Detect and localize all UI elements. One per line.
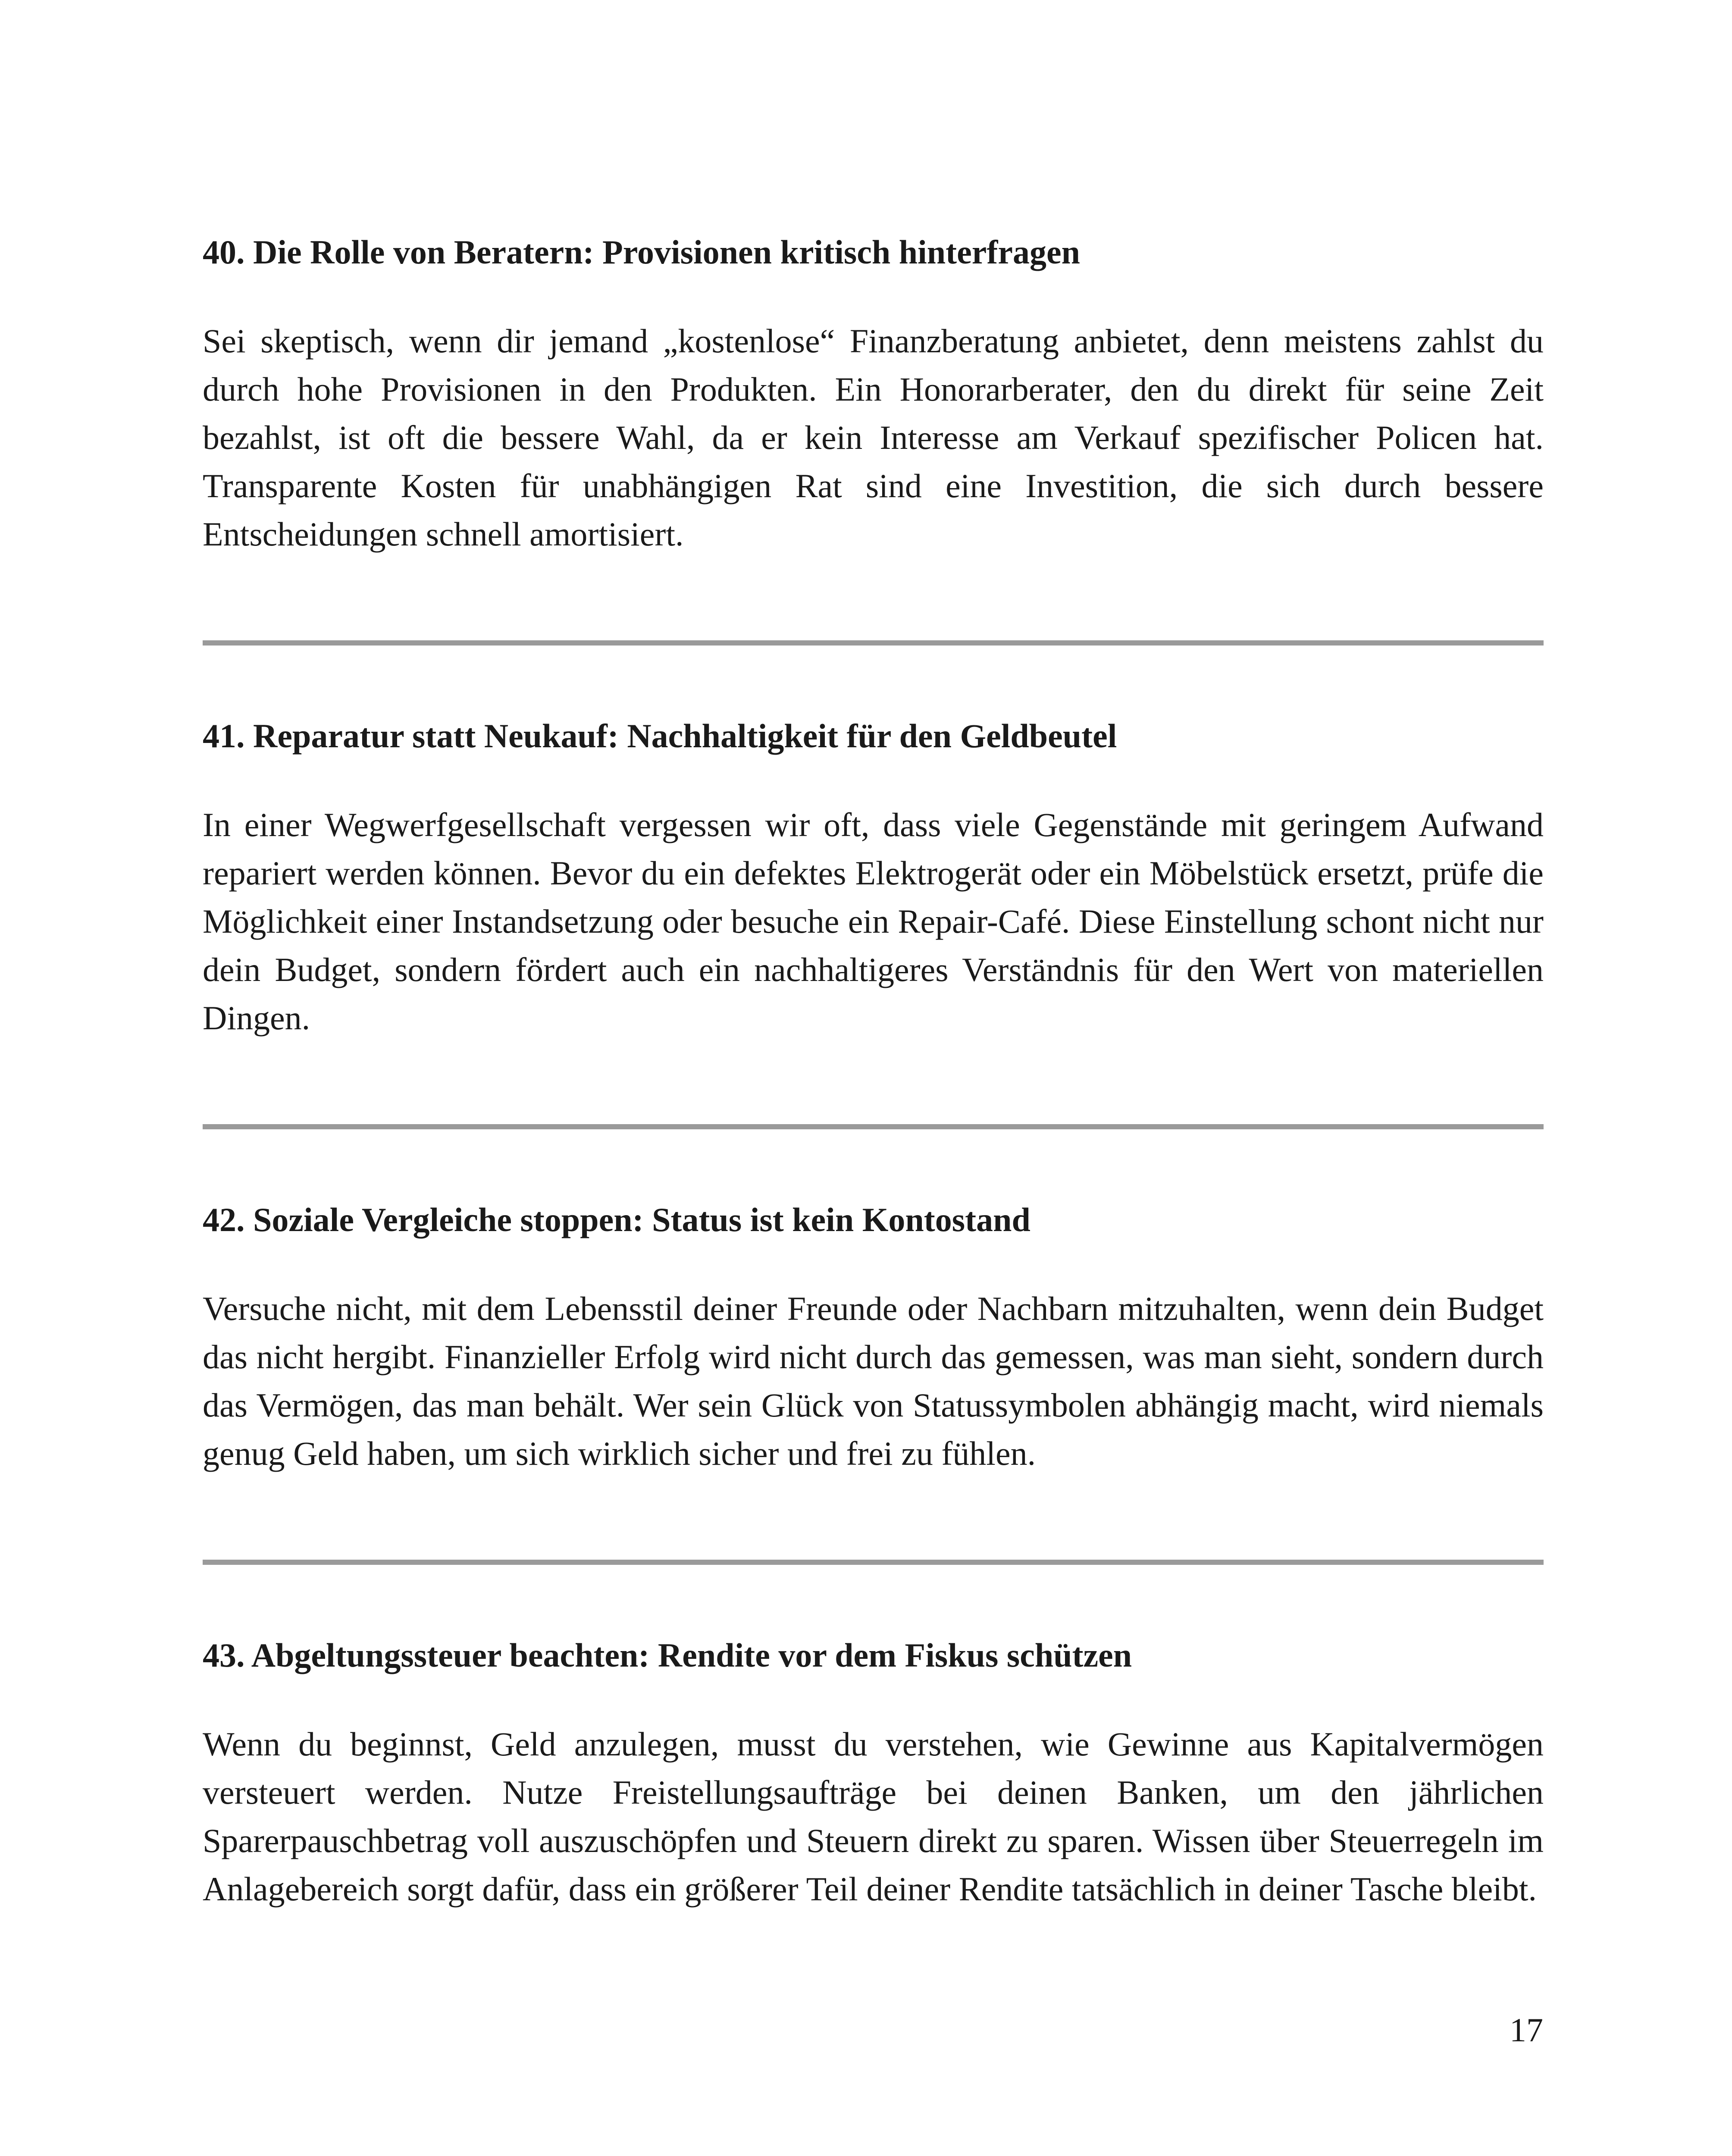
section-42 (203, 1198, 1544, 1478)
section-divider (203, 1124, 1544, 1129)
section-body: Versuche nicht, mit dem Lebensstil deiner Freunde oder Nachbarn mitzuhalten, wenn dein Budget das nicht hergibt. Finanzieller Erfolg wird nicht durch das gemessen, was man sieht, sondern durch das Vermögen, das man behält. Wer sein Glück von Statussymbolen abhängig macht, wird niemals genug Geld haben, um sich wirklich sicher und frei zu fühlen. (203, 1290, 1544, 1472)
section-divider (203, 640, 1544, 646)
section-body: Sei skeptisch, wenn dir jemand „kostenlose“ Finanzberatung anbietet, denn meistens zahlst du durch hohe Provisionen in den Produkten. Ein Honorarberater, den du direkt für seine Zeit bezahlst, ist oft die bessere Wahl, da er kein Interesse am Verkauf spezifischer Policen hat. Transparente Kosten für unabhängigen Rat sind eine Investition, die sich durch bessere Entscheidungen schnell amortisiert. (203, 322, 1544, 553)
section-43 (203, 1634, 1544, 1913)
section-heading: 40. Die Rolle von Beratern: Provisionen kritisch hinterfragen (203, 233, 1080, 271)
section-heading: 43. Abgeltungssteuer beachten: Rendite vor dem Fiskus schützen (203, 1636, 1132, 1674)
page-content (203, 231, 1544, 1913)
section-40 (203, 231, 1544, 558)
page-number: 17 (1510, 2011, 1543, 2049)
section-heading: 42. Soziale Vergleiche stoppen: Status ist kein Kontostand (203, 1201, 1030, 1238)
section-body: Wenn du beginnst, Geld anzulegen, musst du verstehen, wie Gewinne aus Kapitalvermögen versteuert werden. Nutze Freistellungsaufträge bei deinen Banken, um den jährlichen Sparerpauschbetrag voll auszuschöpfen und Steuern direkt zu sparen. Wissen über Steuerregeln im Anlagebereich sorgt dafür, dass ein größerer Teil deiner Rendite tatsächlich in deiner Tasche bleibt. (203, 1725, 1544, 1908)
section-41 (203, 714, 1544, 1042)
section-heading: 41. Reparatur statt Neukauf: Nachhaltigkeit für den Geldbeutel (203, 717, 1117, 755)
section-body: In einer Wegwerfgesellschaft vergessen wir oft, dass viele Gegenstände mit geringem Aufwand repariert werden können. Bevor du ein defektes Elektrogerät oder ein Möbelstück ersetzt, prüfe die Möglichkeit einer Instandsetzung oder besuche ein Repair-Café. Diese Einstellung schont nicht nur dein Budget, sondern fördert auch ein nachhaltigeres Verständnis für den Wert von materiellen Dingen. (203, 806, 1544, 1037)
section-divider (203, 1560, 1544, 1565)
